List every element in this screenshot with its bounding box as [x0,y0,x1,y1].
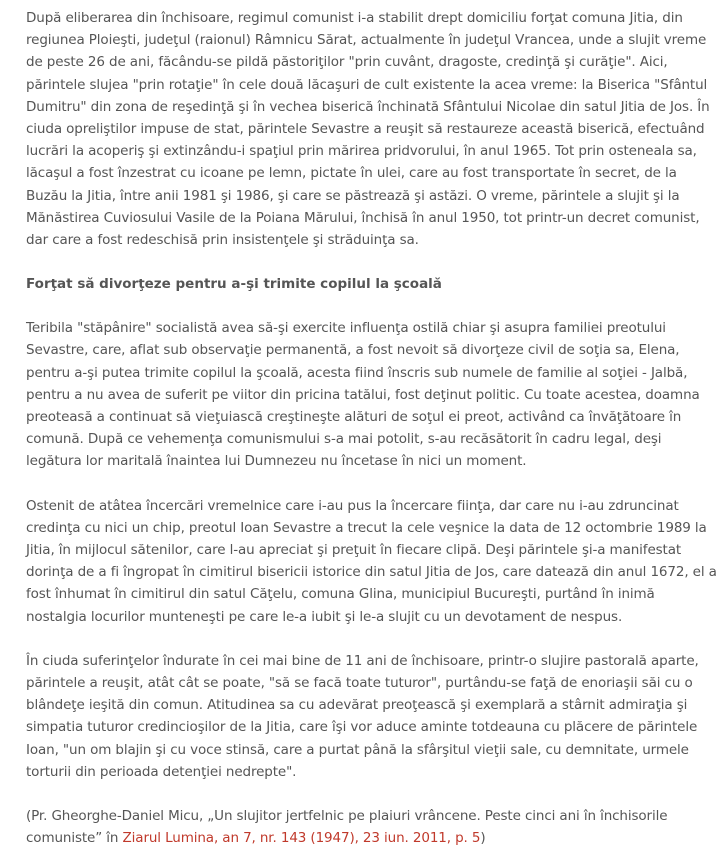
citation [26,805,718,849]
article-paragraph: Ostenit de atâtea încercări vremelnice care i-au pus la încercare fiinţa, dar care nu i-au zdruncinat credinţa cu nici un chip, preotul Ioan Sevastre a trecut la cele veşnice la data de 12 octombrie 1989 la Jitia, în mijlocul sătenilor, care l-au apreciat şi preţuit în fiecare clipă. Deşi părintele şi-a manifestat dorinţa de a fi îngropat în cimitirul bisericii istorice din satul Jitia de Jos, care datează din anul 1672, el a fost înhumat în cimitirul din satul Căţelu, comuna Glina, municipiul Bucureşti, purtând în inimă nostalgia locurilor munteneşti pe care le-a iubit şi le-a slujit cu un devotament de nespus. [26,497,717,625]
citation-close: ) [480,830,486,847]
article-paragraph: În ciuda suferinţelor îndurate în cei mai bine de 11 ani de închisoare, printr-o slujire pastorală aparte, părintele a reuşit, atât cât se poate, "să se facă toate tuturor", purtându-se faţă de enoriaşii săi cu o blândeţe ieşită din comun. Atitudinea sa cu adevărat preoţească şi exemplară a stârnit admiraţia şi simpatia tuturor credincioşilor de la Jitia, care îşi vor aduce aminte totdeauna cu plăcere de părintele Ioan, "un om blajin şi cu voce stinsă, care a purtat până la sfârşitul vieţii sale, cu demnitate, urmele torturii din perioada detenţiei nedrepte". [26,652,699,780]
article-paragraph: După eliberarea din închisoare, regimul comunist i-a stabilit drept domiciliu forţat comuna Jitia, din regiunea Ploieşti, judeţul (raionul) Râmnicu Sărat, actualmente în judeţul Vrancea, unde a slujit vreme de peste 26 de ani, făcându-se pildă păstoriţilor "prin cuvânt, dragoste, credinţă şi curăţie". Aici, părintele slujea "prin rotaţie" în cele două lăcaşuri de cult existente la acea vreme: la Biserica "Sfântul Dumitru" din zona de reşedinţă şi în vechea biserică închinată Sfântului Nicolae din satul Jitia de Jos. În ciuda opreliştilor impuse de stat, părintele Sevastre a reuşit să restaureze această biserică, efectuând lucrări la acoperiş şi extinzându-i spaţiul prin mărirea pridvorului, în anul 1965. Tot prin osteneala sa, lăcaşul a fost înzestrat cu icoane pe lemn, pictate în ulei, care au fost transportate în secret, de la Buzău la Jitia, între anii 1981 şi 1986, şi care se păstrează şi astăzi. O vreme, părintele a slujit şi la Mănăstirea Cuviosului Vasile de la Poiana Mărului, închisă în anul 1950, tot printr-un decret comunist, dar care a fost redeschisă prin insistenţele şi străduinţa sa. [26,10,710,249]
section-heading: Forţat să divorţeze pentru a-şi trimite copilul la şcoală [26,276,442,293]
article-paragraph: Teribila "stăpânire" socialistă avea să-şi exercite influenţa ostilă chiar şi asupra familiei preotului Sevastre, care, aflat sub observaţie permanentă, a fost nevoit să divorţeze civil de soţia sa, Elena, pentru a-şi putea trimite copilul la şcoală, acesta fiind înscris sub numele de familie al soţiei - Jalbă, pentru a nu avea de suferit pe viitor din pricina tatălui, fost deţinut politic. Cu toate acestea, doamna preoteasă a continuat să vieţuiască creştineşte alături de soţul ei preot, activând ca învăţătoare în comună. După ce vehemenţa comunismului s-a mai potolit, s-au recăsătorit în cadru legal, deşi legătura lor maritală înaintea lui Dumnezeu nu încetase în nici un moment. [26,320,700,470]
citation-text: (Pr. Gheorghe-Daniel Micu, „Un slujitor jertfelnic pe plaiuri vrâncene. Peste cinci ani în închisorile comuniste” în [26,808,668,847]
source-link[interactable]: Ziarul Lumina, an 7, nr. 143 (1947), 23 iun. 2011, p. 5 [122,830,481,847]
